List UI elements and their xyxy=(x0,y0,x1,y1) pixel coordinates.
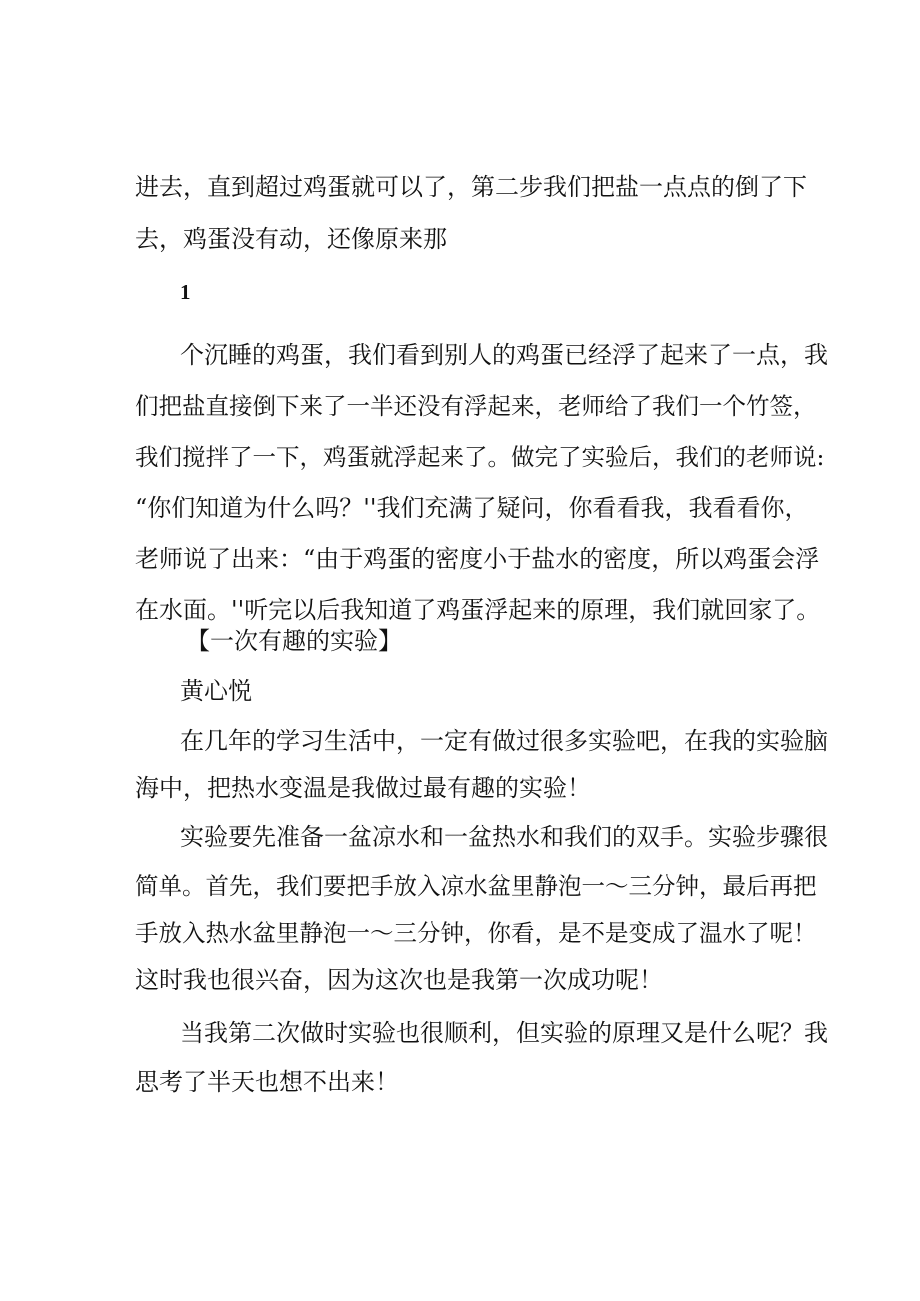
text-line: 我们搅拌了一下，鸡蛋就浮起来了。做完了实验后，我们的老师说: xyxy=(135,443,825,471)
text-line: 进去，直到超过鸡蛋就可以了，第二步我们把盐一点点的倒了下 xyxy=(135,173,807,201)
page-number: 1 xyxy=(180,280,191,304)
text-line: 手放入热水盆里静泡一～三分钟，你看，是不是变成了温水了呢！ xyxy=(135,919,817,947)
text-line: “你们知道为什么吗？''我们充满了疑问，你看看我，我看看你， xyxy=(135,494,809,522)
text-line: 当我第二次做时实验也很顺利，但实验的原理又是什么呢？我 xyxy=(180,1019,828,1047)
text-line: 去，鸡蛋没有动，还像原来那 xyxy=(135,225,447,253)
author-name: 黄心悦 xyxy=(180,677,252,705)
text-line: 个沉睡的鸡蛋，我们看到别人的鸡蛋已经浮了起来了一点，我 xyxy=(180,341,828,369)
section-title: 【一次有趣的实验】 xyxy=(186,627,402,655)
text-line: 思考了半天也想不出来！ xyxy=(135,1068,399,1096)
text-line: 简单。首先，我们要把手放入凉水盆里静泡一～三分钟，最后再把 xyxy=(135,872,817,900)
text-line: 在几年的学习生活中，一定有做过很多实验吧，在我的实验脑 xyxy=(180,727,828,755)
text-line: 实验要先准备一盆凉水和一盆热水和我们的双手。实验步骤很 xyxy=(180,823,828,851)
text-line: 这时我也很兴奋，因为这次也是我第一次成功呢！ xyxy=(135,966,663,994)
text-line: 们把盐直接倒下来了一半还没有浮起来，老师给了我们一个竹签， xyxy=(135,392,817,420)
text-line: 在水面。''听完以后我知道了鸡蛋浮起来的原理，我们就回家了。 xyxy=(135,596,821,624)
text-line: 老师说了出来：“由于鸡蛋的密度小于盐水的密度，所以鸡蛋会浮 xyxy=(135,545,820,573)
text-line: 海中，把热水变温是我做过最有趣的实验！ xyxy=(135,774,591,802)
